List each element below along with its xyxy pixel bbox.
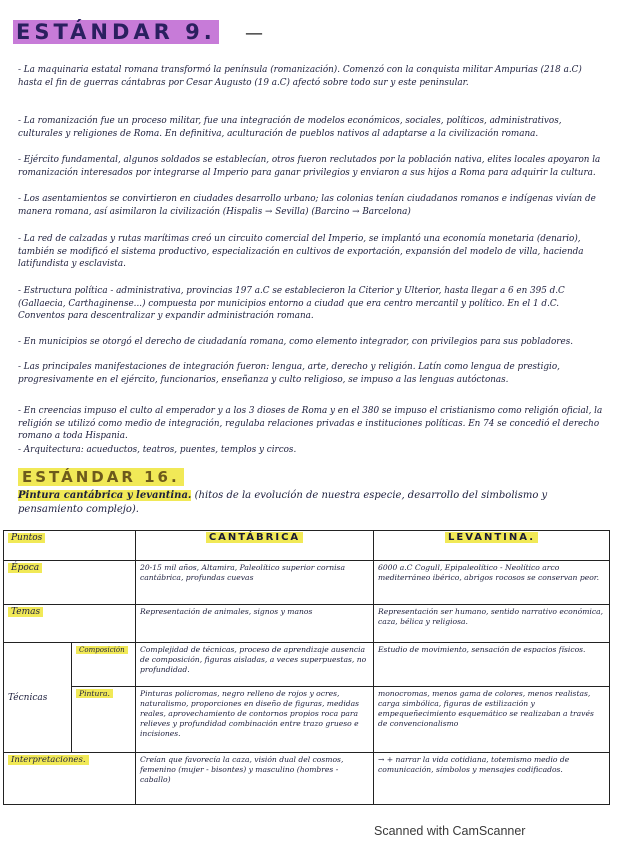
- pintura-cantabrica: Pinturas policromas, negro relleno de rojos y ocres, naturalismo, proporciones en diseño de figuras, medidas reales, aprovechamiento de contornos propios roca para relieves y profundidad combinación entre trazo grueso e incisiones.: [136, 687, 374, 753]
- pintura-levantina: monocromas, menos gama de colores, menos realistas, carga simbólica, figuras de estilización y empequeñecimiento esquemático se realizaban a través de convencionalismo: [374, 687, 610, 753]
- epoca-cantabrica: 20-15 mil años, Altamira, Paleolítico superior cornisa cantábrica, profundas cuevas: [136, 561, 374, 605]
- standard-16-subtitle: [18, 489, 603, 517]
- row-label-temas: Temas: [4, 605, 136, 643]
- composicion-levantina: Estudio de movimiento, sensación de espacios físicos.: [374, 643, 610, 687]
- paragraph-political-admin: - Estructura política - administrativa, provincias 197 a.C se establecieron la Citerior y Ulterior, hasta llegar a 6 en 395 d.C (Gallaecia, Carthaginense...) compuesta por municipios entorno a ciudad que era centro mercantil y político. En el 1 d.C. Conventos para descentralizar y expandir administración romana.: [18, 286, 565, 322]
- header-levantina: LEVANTINA.: [374, 531, 610, 561]
- row-label-epoca: Época: [4, 561, 136, 605]
- paragraph-conquest: - La maquinaria estatal romana transformó la península (romanización). Comenzó con la conquista militar Ampurias (218 a.C) hasta el fin de guerras cántabras por Cesar Augusto (19 a.C) afectó sobre todo sur y este peninsular.: [18, 65, 582, 88]
- header-puntos: Puntos: [4, 531, 136, 561]
- paragraph-citizenship: - En municipios se otorgó el derecho de ciudadanía romana, como elemento integrador, con privilegios para sus pobladores.: [18, 337, 574, 347]
- interpretaciones-levantina: → + narrar la vida cotidiana, totemismo medio de comunicación, símbolos y mensajes codificados.: [374, 753, 610, 805]
- cave-painting-table: [3, 530, 610, 805]
- paragraph-integration: - Las principales manifestaciones de integración fueron: lengua, arte, derecho y religión. Latín como lengua de prestigio, progresivamente en el ejército, funcionarios, enseñanza y culto religioso, se impuso a las lenguas autóctonas.: [18, 362, 560, 385]
- sub-label-composicion: Composición: [72, 643, 136, 687]
- title-dash: —: [245, 23, 263, 44]
- temas-levantina: Representación ser humano, sentido narrativo económica, caza, bélica y religiosa.: [374, 605, 610, 643]
- composicion-cantabrica: Complejidad de técnicas, proceso de aprendizaje ausencia de composición, figuras aisladas, a veces superpuestas, no profundidad.: [136, 643, 374, 687]
- paragraph-settlements: - Los asentamientos se convirtieron en ciudades desarrollo urbano; las colonias tenían ciudadanos romanos e indígenas vivían de manera romana, así asimilaron la civilización (Hispalis → Sevilla) (Barcino → Barcelona): [18, 194, 596, 217]
- standard-16-title: ESTÁNDAR 16.: [18, 468, 184, 486]
- subtitle-rest: (hitos de la evolución de nuestra especie, desarrollo del simbolismo y pensamiento complejo).: [18, 490, 548, 515]
- temas-cantabrica: Representación de animales, signos y manos: [136, 605, 374, 643]
- paragraph-architecture: - Arquitectura: acueductos, teatros, puentes, templos y circos.: [18, 445, 297, 455]
- standard-9-title: ESTÁNDAR 9.: [13, 20, 219, 44]
- paragraph-army: - Ejército fundamental, algunos soldados se establecían, otros fueron reclutados por la población nativa, elites locales apoyaron la romanización interesados por integrarse al Imperio para ganar privilegios y enviaron a sus hijos a Roma para adquirir la cultura.: [18, 155, 601, 178]
- row-label-interpretaciones: Interpretaciones.: [4, 753, 136, 805]
- camscanner-footer: Scanned with CamScanner: [374, 824, 526, 838]
- row-label-tecnicas: Técnicas: [4, 643, 72, 753]
- epoca-levantina: 6000 a.C Cogull, Epipaleolítico - Neolítico arco mediterráneo ibérico, abrigos rocosos se conservan peor.: [374, 561, 610, 605]
- paragraph-religion: - En creencias impuso el culto al emperador y a los 3 dioses de Roma y en el 380 se impuso el cristianismo como religión oficial, la religión se utilizó como medio de integración, regulaba relaciones privadas e instituciones políticas. En 74 se concedió el derecho romano a toda Hispania.: [18, 406, 603, 442]
- interpretaciones-cantabrica: Creían que favorecía la caza, visión dual del cosmos, femenino (mujer - bisontes) y masculino (hombres - caballo): [136, 753, 374, 805]
- sub-label-pintura: Pintura.: [72, 687, 136, 753]
- paragraph-roads-economy: - La red de calzadas y rutas marítimas creó un circuito comercial del Imperio, se implantó una economía monetaria (denario), también se modificó el sistema productivo, especialización en cultivos de exportación, expansión del modelo de villa, hacienda latifundista y esclavista.: [18, 234, 584, 270]
- paragraph-romanization: - La romanización fue un proceso militar, fue una integración de modelos económicos, sociales, políticos, administrativos, culturales y religiones de Roma. En definitiva, aculturación de pueblos nativos al adaptarse a la civilización romana.: [18, 116, 562, 139]
- header-cantabrica: CANTÁBRICA: [136, 531, 374, 561]
- subtitle-highlight: Pintura cantábrica y levantina.: [18, 490, 192, 501]
